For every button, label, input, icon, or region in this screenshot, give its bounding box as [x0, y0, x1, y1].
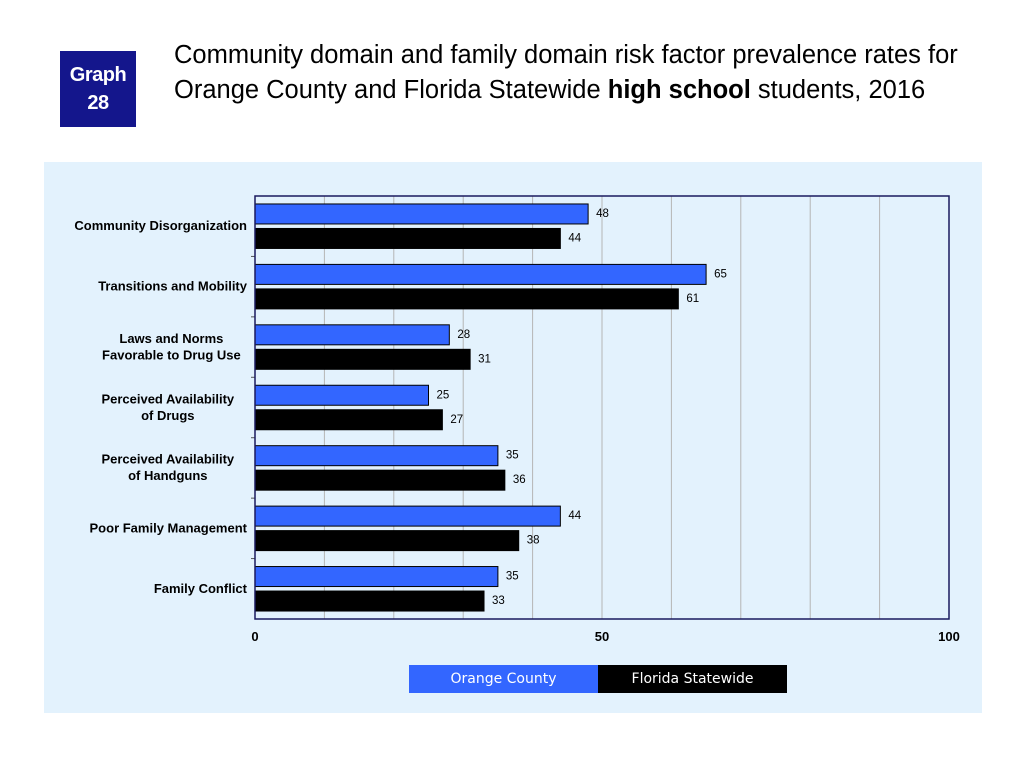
- category-label-line: Favorable to Drug Use: [102, 347, 241, 363]
- bar-florida-statewide: [255, 591, 484, 611]
- bar-orange-county: [255, 567, 498, 587]
- data-label-orange-county: 65: [714, 268, 727, 281]
- category-label: [154, 581, 248, 596]
- data-label-florida-statewide: 36: [512, 474, 526, 487]
- category-label: [98, 279, 248, 294]
- data-label-florida-statewide: 27: [450, 413, 464, 426]
- bar-florida-statewide: [255, 289, 678, 309]
- bar-orange-county: [255, 506, 560, 526]
- bar-florida-statewide: [255, 228, 560, 248]
- category-label-line: Perceived Availability: [101, 451, 235, 467]
- category-label-line: Transitions and Mobility: [98, 278, 247, 294]
- data-label-orange-county: 25: [436, 389, 450, 402]
- bar-florida-statewide: [255, 470, 505, 490]
- category-label-line: of Handguns: [128, 468, 208, 484]
- category-label-line: Family Conflict: [153, 580, 247, 596]
- data-label-florida-statewide: 44: [568, 232, 582, 245]
- data-label-orange-county: 44: [568, 510, 582, 523]
- data-label-orange-county: 48: [596, 207, 609, 220]
- legend: [409, 665, 787, 693]
- category-label: [101, 452, 234, 484]
- category-label-line: Perceived Availability: [101, 391, 235, 407]
- x-tick-label: 50: [594, 629, 610, 644]
- badge-number: 28: [87, 92, 109, 114]
- badge-label: Graph: [69, 64, 127, 86]
- category-label-line: of Drugs: [141, 407, 195, 423]
- bar-orange-county: [255, 446, 498, 466]
- bar-orange-county: [255, 204, 588, 224]
- category-label: [102, 331, 241, 363]
- data-label-florida-statewide: 38: [526, 534, 540, 547]
- legend-item-orange-county: [409, 665, 598, 693]
- data-label-orange-county: 35: [505, 449, 519, 462]
- category-label-line: Poor Family Management: [89, 520, 247, 536]
- data-label-orange-county: 28: [457, 328, 471, 341]
- category-label: [101, 391, 234, 423]
- category-label-line: Laws and Norms: [119, 330, 224, 346]
- bar-orange-county: [255, 264, 706, 284]
- x-tick-label: 100: [938, 629, 960, 644]
- data-label-orange-county: 35: [505, 570, 519, 583]
- legend-label-florida-statewide: Florida Statewide: [631, 671, 754, 687]
- legend-label-orange-county: Orange County: [450, 671, 557, 687]
- bar-orange-county: [255, 385, 429, 405]
- category-label: [90, 520, 248, 535]
- title-emphasis: high school: [607, 76, 751, 104]
- bar-orange-county: [255, 325, 449, 345]
- data-label-florida-statewide: 61: [686, 292, 700, 305]
- title-text: Community domain and family domain risk factor prevalence rates for Orange County and Florida Statewide: [174, 41, 958, 104]
- bar-florida-statewide: [255, 531, 519, 551]
- title-text-end: students, 2016: [750, 76, 926, 104]
- bar-florida-statewide: [255, 349, 470, 369]
- category-label-line: Community Disorganization: [74, 218, 247, 234]
- bar-florida-statewide: [255, 410, 442, 430]
- legend-item-florida-statewide: [598, 665, 787, 693]
- data-label-florida-statewide: 31: [478, 353, 491, 366]
- data-label-florida-statewide: 33: [492, 595, 505, 608]
- category-label: [74, 218, 247, 233]
- x-tick-label: 0: [251, 629, 259, 644]
